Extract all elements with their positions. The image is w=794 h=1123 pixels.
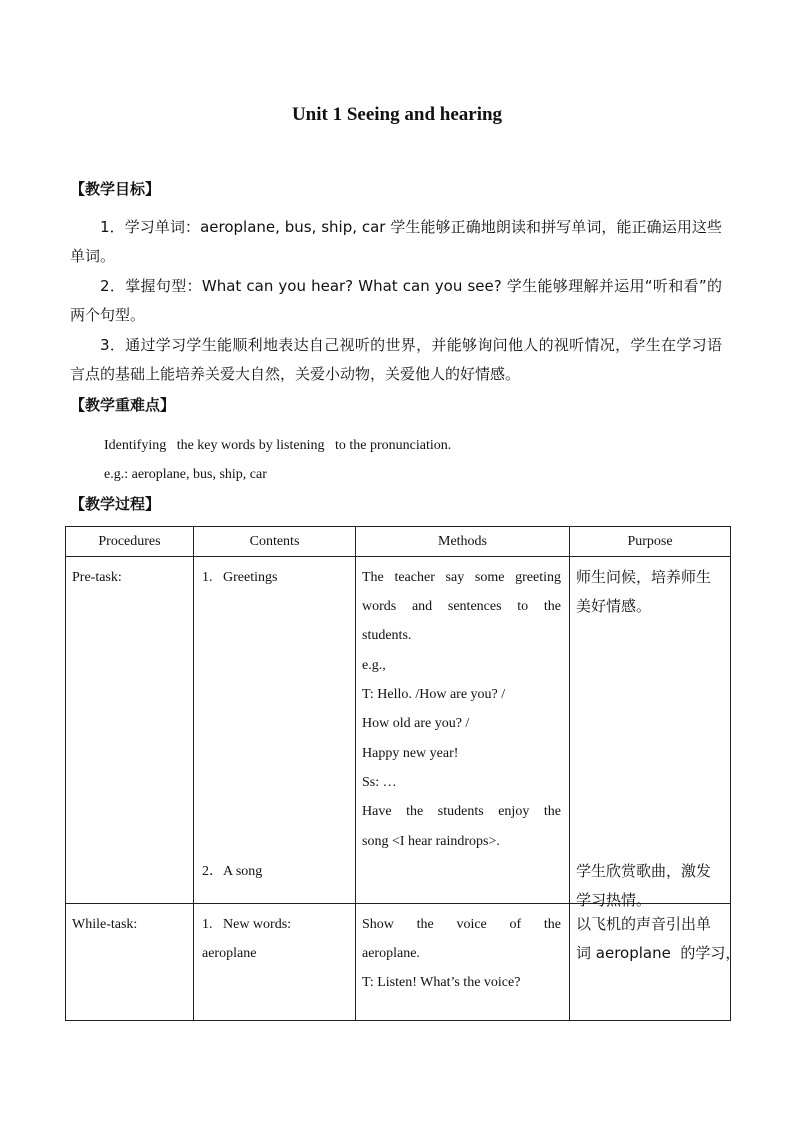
cell-methods: Show the voice of the aeroplane. T: Listen! What’s the voice? <box>356 904 570 1021</box>
cell-procedure: Pre-task: <box>66 557 194 904</box>
cell-purpose: 师生问候，培养师生 美好情感。 学生欣赏歌曲，激发 学习热情。 <box>570 557 731 904</box>
cell-contents: 1. New words: aeroplane <box>194 904 356 1021</box>
objectives-heading: 【教学目标】 <box>70 180 161 198</box>
header-procedures: Procedures <box>66 527 194 557</box>
cell-purpose: 以飞机的声音引出单 词 aeroplane 的学习， <box>570 904 731 1021</box>
cell-contents: 1. Greetings 2．A song <box>194 557 356 904</box>
process-heading: 【教学过程】 <box>70 495 161 513</box>
table-row-pre-task <box>66 557 731 904</box>
cell-methods: The teacher say some greeting words and sentences to the students. e.g., T: Hello. /How are you? / How old are you? / Happy new year! Ss: … Have the students enjoy the song <I hear raindrops>. <box>356 557 570 904</box>
cell-procedure: While-task: <box>66 904 194 1021</box>
table-row-while-task <box>66 904 731 1021</box>
table-header-row <box>66 527 731 557</box>
key-points-line-2: e.g.: aeroplane, bus, ship, car <box>104 467 267 482</box>
objective-item-1: 1．学习单词：aeroplane, bus, ship, car 学生能够正确地朗读和拼写单词，能正确运用这些单词。 <box>70 218 722 265</box>
process-table <box>65 526 741 1021</box>
header-purpose: Purpose <box>570 527 731 557</box>
header-contents: Contents <box>194 527 356 557</box>
key-points-line-1: Identifying the key words by listening to the pronunciation. <box>104 438 452 453</box>
header-methods: Methods <box>356 527 570 557</box>
document-title: Unit 1 Seeing and hearing <box>291 104 503 125</box>
key-points-heading: 【教学重难点】 <box>70 396 176 414</box>
objective-item-2: 2．掌握句型：What can you hear? What can you see? 学生能够理解并运用“听和看”的两个句型。 <box>70 277 722 324</box>
objective-item-3: 3．通过学习学生能顺利地表达自己视听的世界，并能够询问他人的视听情况，学生在学习语言点的基础上能培养关爱大自然，关爱小动物，关爱他人的好情感。 <box>70 336 722 383</box>
